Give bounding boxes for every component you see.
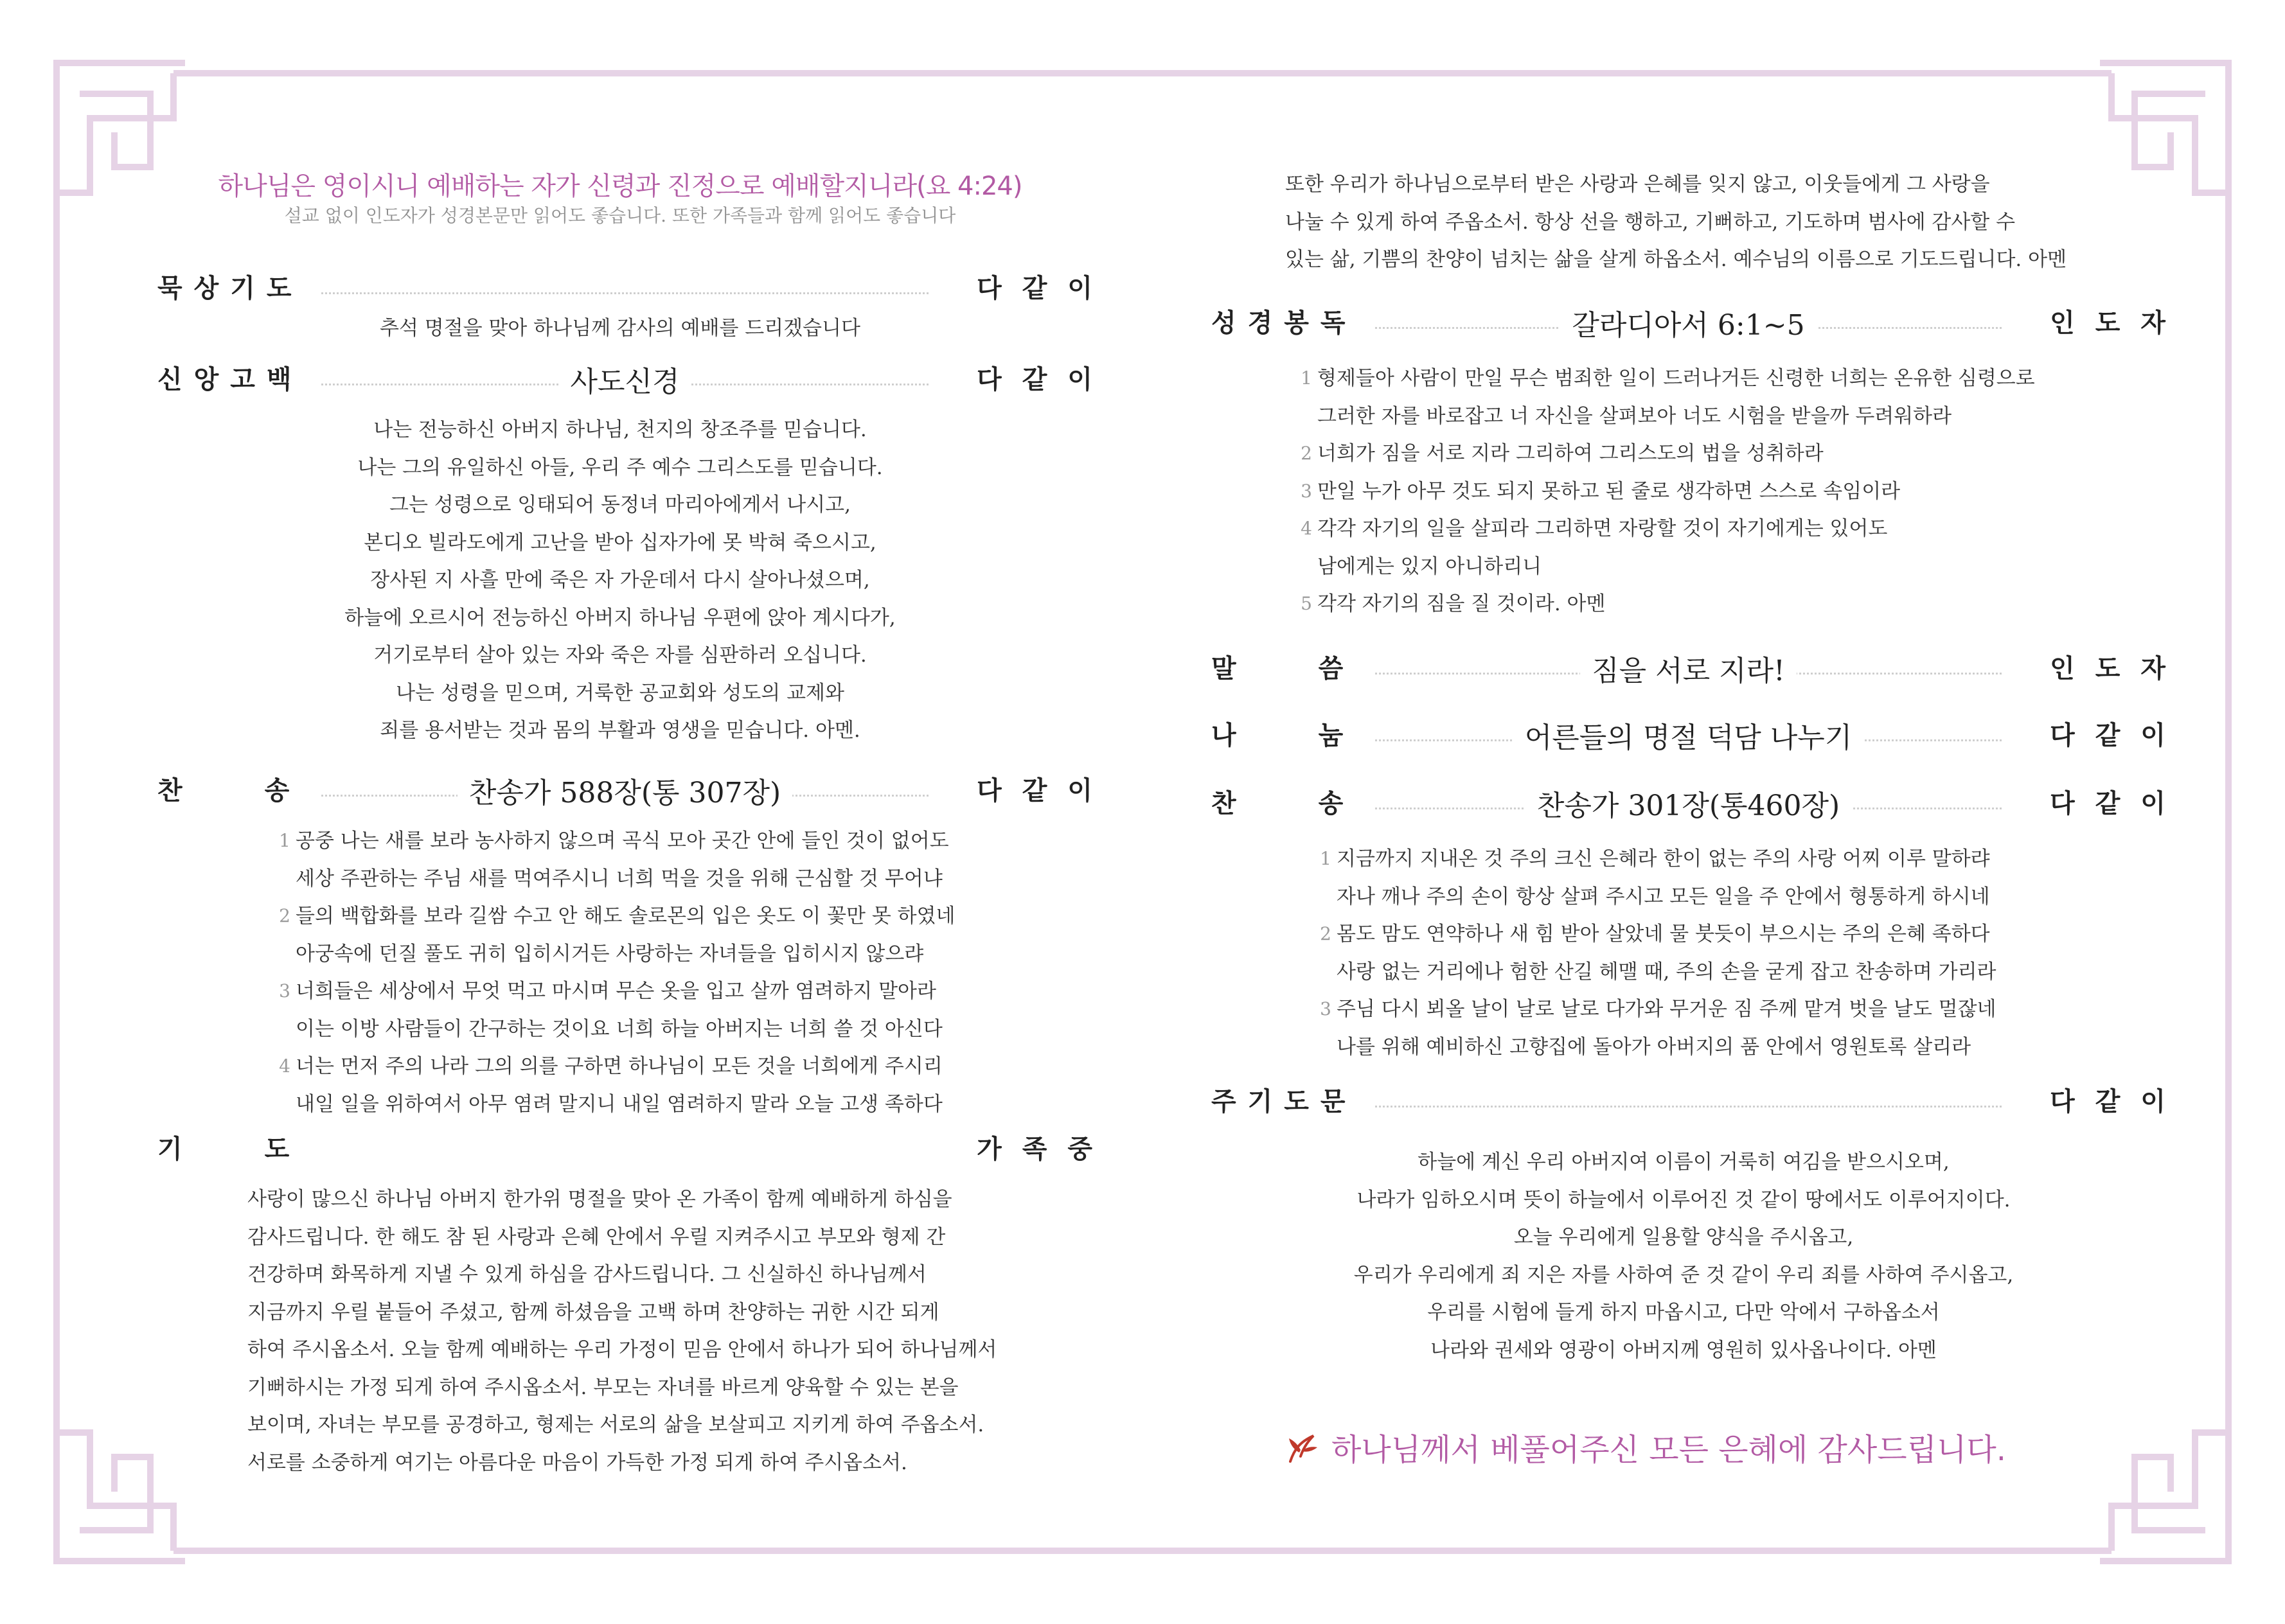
creed-text [148,411,1092,750]
creed-line: 그는 성령으로 잉태되어 동정녀 마리아에게서 나시고, [389,493,851,516]
lords-prayer-line: 하늘에 계신 우리 아버지여 이름이 거룩히 여김을 받으시오며, [1418,1151,1950,1174]
closing-thanks [1285,1425,2006,1473]
lyric-line: 자나 깨나 주의 손이 항상 살펴 주시고 모든 일을 주 안에서 형통하게 하시네 [1337,885,1990,908]
creed-line: 장사된 지 사흘 만에 죽은 자 가운데서 다시 살아나셨으며, [370,569,870,592]
prayer-line: 또한 우리가 하나님으로부터 받은 사랑과 은혜를 잊지 않고, 이웃들에게 그 사랑을 [1285,173,1990,196]
section-role: 인도자 [2050,654,2186,684]
motto: 하나님은 영이시니 예배하는 자가 신령과 진정으로 예배할지니라(요 4:24) [218,172,1022,201]
creed-line: 죄를 용서받는 것과 몸의 부활과 영생을 믿습니다. 아멘. [380,719,860,742]
section-title: 기도 [157,1134,372,1164]
verse-line: 2 너희가 짐을 서로 지라 그리하여 그리스도의 법을 성취하라 [1301,442,1824,465]
section-lords-prayer [1202,1082,2186,1122]
thanks-text: 하나님께서 베풀어주신 모든 은혜에 감사드립니다. [1331,1432,2007,1468]
prayer-line: 서로를 소중하게 여기는 아름다운 마음이 가득한 가정 되게 하여 주시옵소서. [247,1451,907,1474]
hymn-lyrics [1311,840,1996,1066]
section-meditation [148,269,1113,308]
dotted-leader [321,292,929,294]
scripture-text [1292,360,2035,623]
lyric-line: 사랑 없는 거리에나 험한 산길 헤맬 때, 주의 손을 굳게 잡고 찬송하며 가리라 [1337,960,1996,984]
lyric-line: 나를 위해 예비하신 고향집에 돌아가 아버지의 품 안에서 영원토록 살리라 [1337,1035,1971,1059]
section-role: 다같이 [2050,789,2186,818]
section-role: 다같이 [977,274,1113,303]
lyric-line: 세상 주관하는 주님 새를 먹여주시니 너희 먹을 것을 위해 근심할 것 무어냐 [296,867,943,890]
meditation-text: 추석 명절을 맞아 하나님께 감사의 예배를 드리겠습니다 [380,317,860,340]
section-center-title: 어른들의 명절 덕담 나누기 [1375,714,2002,755]
lords-prayer-text [1202,1143,2165,1369]
lyric-line: 1 공중 나는 새를 보라 농사하지 않으며 곡식 모아 곳간 안에 들인 것이 없어도 [279,829,949,852]
section-hymn [148,771,1113,811]
section-sermon [1202,649,2186,689]
right-page [1202,0,2186,1624]
prayer-text [247,1181,997,1481]
creed-line: 본디오 빌라도에게 고난을 받아 십자가에 못 박혀 죽으시고, [364,531,876,554]
section-title: 주기도문 [1211,1087,1357,1116]
section-sharing [1202,716,2186,755]
prayer-line: 기뻐하시는 가정 되게 하여 주시옵소서. 부모는 자녀를 바르게 양육할 수 있는 본을 [247,1375,959,1399]
section-bible-reading [1202,303,2186,343]
prayer-continued [1285,166,2067,279]
prayer-line: 감사드립니다. 한 해도 참 된 사랑과 은혜 안에서 우릴 지켜주시고 부모와 형제 간 [247,1225,946,1249]
section-center-title: 사도신경 [321,358,929,400]
lords-prayer-line: 우리를 시험에 들게 하지 마옵시고, 다만 악에서 구하옵소서 [1427,1301,1940,1324]
lyric-line: 내일 일을 위하여서 아무 염려 말지니 내일 염려하지 말라 오늘 고생 족하다 [296,1092,943,1116]
verse-line: 남에게는 있지 아니하리니 [1317,554,1542,578]
section-title: 찬송 [1211,789,1426,818]
section-prayer [148,1129,1113,1169]
motto-subtitle: 설교 없이 인도자가 성경본문만 읽어도 좋습니다. 또한 가족들과 함께 읽어도 좋습니다 [284,205,956,226]
verse-line: 5 각각 자기의 짐을 질 것이라. 아멘 [1301,592,1606,615]
lyric-line: 3 주님 다시 뵈올 날이 날로 날로 다가와 무거운 짐 주께 맡겨 벗을 날도 멀잖네 [1320,998,1996,1021]
lords-prayer-line: 우리가 우리에게 죄 지은 자를 사하여 준 것 같이 우리 죄를 사하여 주시옵고, [1353,1263,2014,1287]
section-center-title: 짐을 서로 지라! [1375,648,2002,689]
section-role: 다같이 [2050,1087,2186,1116]
left-page [148,0,1113,1624]
leaf-ornament-icon [1285,1431,1320,1473]
creed-line: 나는 전능하신 아버지 하나님, 천지의 창조주를 믿습니다. [373,418,867,441]
section-title: 찬송 [157,776,372,806]
creed-line: 나는 성령을 믿으며, 거룩한 공교회와 성도의 교제와 [396,681,844,705]
prayer-line: 지금까지 우릴 붙들어 주셨고, 함께 하셨음을 고백 하며 찬양하는 귀한 시간 되게 [247,1300,939,1324]
section-title: 묵상기도 [157,274,303,303]
section-center-title: 갈라디아서 6:1~5 [1375,302,2002,343]
verse-line: 4 각각 자기의 일을 살피라 그리하면 자랑할 것이 자기에게는 있어도 [1301,517,1888,540]
prayer-line: 있는 삶, 기쁨의 찬양이 넘치는 삶을 살게 하옵소서. 예수님의 이름으로 기도드립니다. 아멘 [1285,248,2067,271]
prayer-line: 건강하며 화목하게 지낼 수 있게 하심을 감사드립니다. 그 신실하신 하나님께서 [247,1263,927,1286]
prayer-line: 보이며, 자녀는 부모를 공경하고, 형제는 서로의 삶을 보살피고 지키게 하여 주옵소서. [247,1413,984,1436]
verse-line: 1 형제들아 사람이 만일 무슨 범죄한 일이 드러나거든 신령한 너희는 온유한 심령으로 [1301,367,2035,390]
section-role: 다같이 [977,365,1113,394]
prayer-line: 하여 주시옵소서. 오늘 함께 예배하는 우리 가정이 믿음 안에서 하나가 되어 하나님께서 [247,1338,997,1361]
section-center-title: 찬송가 301장(통460장) [1375,782,2002,824]
lyric-line: 3 너희들은 세상에서 무엇 먹고 마시며 무슨 옷을 입고 살까 염려하지 말아라 [279,980,936,1003]
section-title: 말씀 [1211,654,1426,684]
lyric-line: 아궁속에 던질 풀도 귀히 입히시거든 사랑하는 자녀들을 입히시지 않으랴 [296,942,924,966]
lyric-line: 4 너는 먼저 주의 나라 그의 의를 구하면 하나님이 모든 것을 너희에게 주시리 [279,1055,943,1078]
section-role: 다같이 [2050,721,2186,750]
prayer-line: 사랑이 많으신 하나님 아버지 한가위 명절을 맞아 온 가족이 함께 예배하게 하심을 [247,1188,952,1211]
verse-line: 그러한 자를 바로잡고 너 자신을 살펴보아 너도 시험을 받을까 두려워하라 [1317,404,1952,428]
creed-line: 거기로부터 살아 있는 자와 죽은 자를 심판하러 오십니다. [373,644,867,667]
lyric-line: 1 지금까지 지내온 것 주의 크신 은혜라 한이 없는 주의 사랑 어찌 이루 말하랴 [1320,847,1990,870]
lords-prayer-line: 나라와 권세와 영광이 아버지께 영원히 있사옵나이다. 아멘 [1430,1338,1937,1362]
section-center-title: 찬송가 588장(통 307장) [321,770,929,811]
section-role: 가족중 [977,1134,1113,1164]
section-role: 다같이 [977,776,1113,806]
creed-line: 하늘에 오르시어 전능하신 아버지 하나님 우편에 앉아 계시다가, [344,606,896,630]
creed-line: 나는 그의 유일하신 아들, 우리 주 예수 그리스도를 믿습니다. [357,455,883,479]
lords-prayer-line: 오늘 우리에게 일용할 양식을 주시옵고, [1513,1226,1854,1249]
lyric-line: 2 들의 백합화를 보라 길쌈 수고 안 해도 솔로몬의 입은 옷도 이 꽃만 못 하였네 [279,905,956,928]
section-hymn [1202,784,2186,824]
lyric-line: 2 몸도 맘도 연약하나 새 힘 받아 살았네 물 붓듯이 부으시는 주의 은혜 족하다 [1320,922,1990,946]
section-title: 신앙고백 [157,365,303,394]
section-creed [148,360,1113,400]
lords-prayer-line: 나라가 임하오시며 뜻이 하늘에서 이루어진 것 같이 땅에서도 이루어지이다. [1356,1188,2011,1212]
prayer-line: 나눌 수 있게 하여 주옵소서. 항상 선을 행하고, 기뻐하고, 기도하며 범사에 감사할 수 [1285,210,2016,234]
verse-line: 3 만일 누가 아무 것도 되지 못하고 된 줄로 생각하면 스스로 속임이라 [1301,479,1901,503]
hymn-lyrics [270,822,955,1123]
section-title: 성경봉독 [1211,308,1357,338]
section-title: 나눔 [1211,721,1426,750]
dotted-leader [1375,1106,2002,1108]
section-role: 인도자 [2050,308,2186,338]
lyric-line: 이는 이방 사람들이 간구하는 것이요 너희 하늘 아버지는 너희 쓸 것 아신다 [296,1017,943,1041]
